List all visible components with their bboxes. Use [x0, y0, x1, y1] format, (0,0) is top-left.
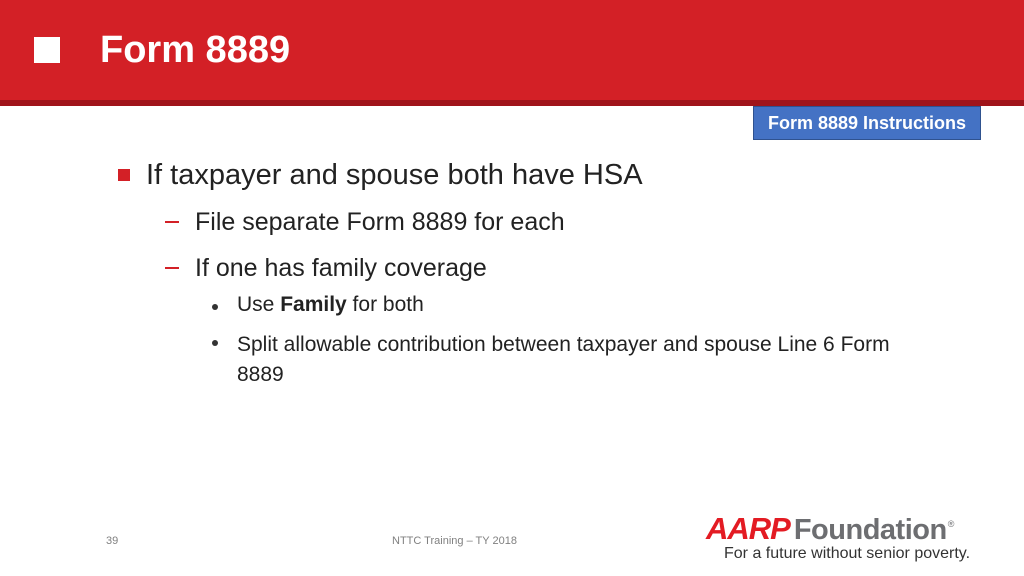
bullet-level2-separate [165, 205, 565, 239]
square-bullet-icon [118, 169, 130, 181]
logo-brand: AARP [706, 511, 790, 546]
text-prefix: Use [237, 293, 281, 316]
bullet-level1-text: If taxpayer and spouse both have HSA [146, 158, 643, 191]
bullet-level1 [118, 156, 643, 194]
logo-wordmark [706, 512, 954, 546]
dot-bullet-icon [212, 340, 218, 346]
text-suffix: for both [346, 293, 424, 316]
footer-text: NTTC Training – TY 2018 [392, 535, 517, 547]
title-square-icon [34, 37, 60, 63]
bullet-level3-text: Split allowable contribution between taxpayer and spouse Line 6 Form 8889 [237, 333, 890, 386]
logo-name: Foundation [793, 514, 947, 546]
slide-title: Form 8889 [100, 29, 291, 71]
bullet-level3-use-family [212, 294, 424, 320]
bullet-level2-text: If one has family coverage [195, 253, 487, 282]
dash-bullet-icon [165, 221, 179, 223]
bullet-level3-split [212, 331, 927, 390]
aarp-foundation-logo [706, 512, 976, 568]
bullet-level2-text: File separate Form 8889 for each [195, 207, 565, 236]
logo-tagline: For a future without senior poverty. [724, 545, 971, 562]
bullet-level3-text [237, 290, 424, 320]
registered-mark: ® [947, 519, 955, 529]
bullet-level2-family [165, 251, 487, 285]
form-instructions-link-button[interactable]: Form 8889 Instructions [753, 106, 981, 140]
emphasized-text: Family [280, 293, 347, 316]
dash-bullet-icon [165, 267, 179, 269]
dot-bullet-icon [212, 304, 218, 310]
page-number: 39 [106, 535, 119, 547]
